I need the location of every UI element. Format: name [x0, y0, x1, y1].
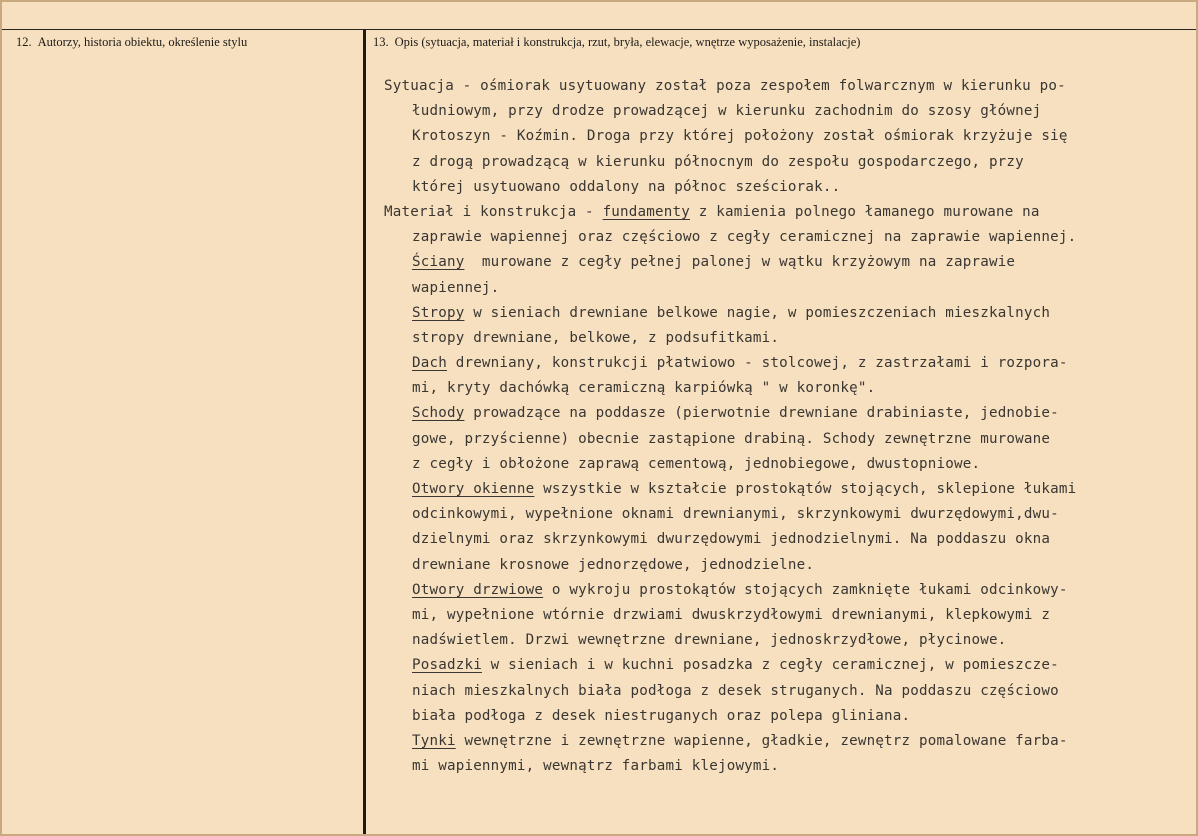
column-divider [363, 30, 366, 834]
term-stropy: Stropy [412, 304, 465, 321]
term-otwory-drzwiowe: Otwory drzwiowe [412, 581, 544, 598]
text-line: Sytuacja - ośmiorak usytuowany został poza zespołem folwarcznym w kierunku po- [384, 78, 1066, 94]
term-fundamenty: fundamenty [602, 203, 690, 220]
text-line: Schody prowadzące na poddasze (pierwotnie drewniane drabiniaste, jednobie- [412, 405, 1059, 422]
text-line: wapiennej. [412, 279, 500, 296]
text-line: nadświetlem. Drzwi wewnętrzne drewniane, jednoskrzydłowe, płycinowe. [412, 632, 1007, 649]
text-line: gowe, przyścienne) obecnie zastąpione drabiną. Schody zewnętrzne murowane [412, 430, 1051, 447]
text-line: Krotoszyn - Koźmin. Droga przy której położony został ośmiorak krzyżuje się [412, 128, 1068, 145]
term-otwory-okienne: Otwory okienne [412, 481, 535, 497]
text-line: niach mieszkalnych biała podłoga z desek struganych. Na poddaszu częściowo [412, 682, 1059, 699]
text-line: Ściany murowane z cegły pełnej palonej w wątku krzyżowym na zaprawie [412, 254, 1016, 271]
text-line: stropy drewniane, belkowe, z podsufitkami. [412, 329, 780, 346]
text-line: mi wapiennymi, wewnątrz farbami klejowymi. [412, 758, 780, 775]
section-12-heading [16, 35, 247, 50]
text-line: mi, kryty dachówką ceramiczną karpiówką " w koronkę". [412, 380, 876, 397]
text-line: odcinkowymi, wypełnione oknami drewnianymi, skrzynkowymi dwurzędowymi,dwu- [412, 506, 1059, 523]
text-line: której usytuowano oddalony na północ sześciorak.. [412, 178, 841, 195]
term-posadzki: Posadzki [412, 657, 482, 674]
text-line: Tynki wewnętrzne i zewnętrzne wapienne, gładkie, zewnętrz pomalowane farba- [412, 732, 1068, 749]
section-12-number: 12. [16, 35, 32, 49]
text-line: Stropy w sieniach drewniane belkowe nagie, w pomieszczeniach mieszkalnych [412, 304, 1051, 321]
section-12-title: Autorzy, historia obiektu, określenie stylu [37, 35, 248, 49]
text-line: z drogą prowadzącą w kierunku północnym do zespołu gospodarczego, przy [412, 153, 1024, 170]
text-line: łudniowym, przy drodze prowadzącej w kierunku zachodnim do szosy głównej [412, 103, 1042, 120]
text-line: Otwory drzwiowe o wykroju prostokątów stojących zamknięte łukami odcinkowy- [412, 581, 1068, 598]
text-line: zaprawie wapiennej oraz częściowo z cegły ceramicznej na zaprawie wapiennej. [412, 229, 1077, 246]
description-text [384, 74, 1184, 779]
text-line: Materiał i konstrukcja - fundamenty z kamienia polnego łamanego murowane na [384, 203, 1040, 220]
term-schody: Schody [412, 405, 465, 422]
text-line: dzielnymi oraz skrzynkowymi dwurzędowymi jednodzielnymi. Na poddaszu okna [412, 531, 1051, 548]
header-rule [2, 29, 1196, 30]
text-line: z cegły i obłożone zaprawą cementową, jednobiegowe, dwustopniowe. [412, 455, 981, 472]
section-13-number: 13. [373, 35, 389, 49]
text-line: biała podłoga z desek niestruganych oraz polepa gliniana. [412, 707, 911, 724]
text-line: drewniane krosnowe jednorzędowe, jednodzielne. [412, 556, 815, 573]
text-line: mi, wypełnione wtórnie drzwiami dwuskrzydłowymi drewnianymi, klepkowymi z [412, 606, 1051, 623]
section-13-heading [373, 35, 860, 50]
text-line: Posadzki w sieniach i w kuchni posadzka z cegły ceramicznej, w pomieszcze- [412, 657, 1059, 674]
term-tynki: Tynki [412, 732, 456, 749]
text-line: Otwory okienne wszystkie w kształcie prostokątów stojących, sklepione łukami [412, 481, 1077, 497]
term-sciany: Ściany [412, 254, 465, 271]
text-line: Dach drewniany, konstrukcji płatwiowo - stolcowej, z zastrzałami i rozpora- [412, 355, 1068, 372]
term-dach: Dach [412, 355, 447, 372]
section-13-title: Opis (sytuacja, materiał i konstrukcja, rzut, bryła, elewacje, wnętrze wyposażenie, instalacje) [394, 35, 861, 49]
